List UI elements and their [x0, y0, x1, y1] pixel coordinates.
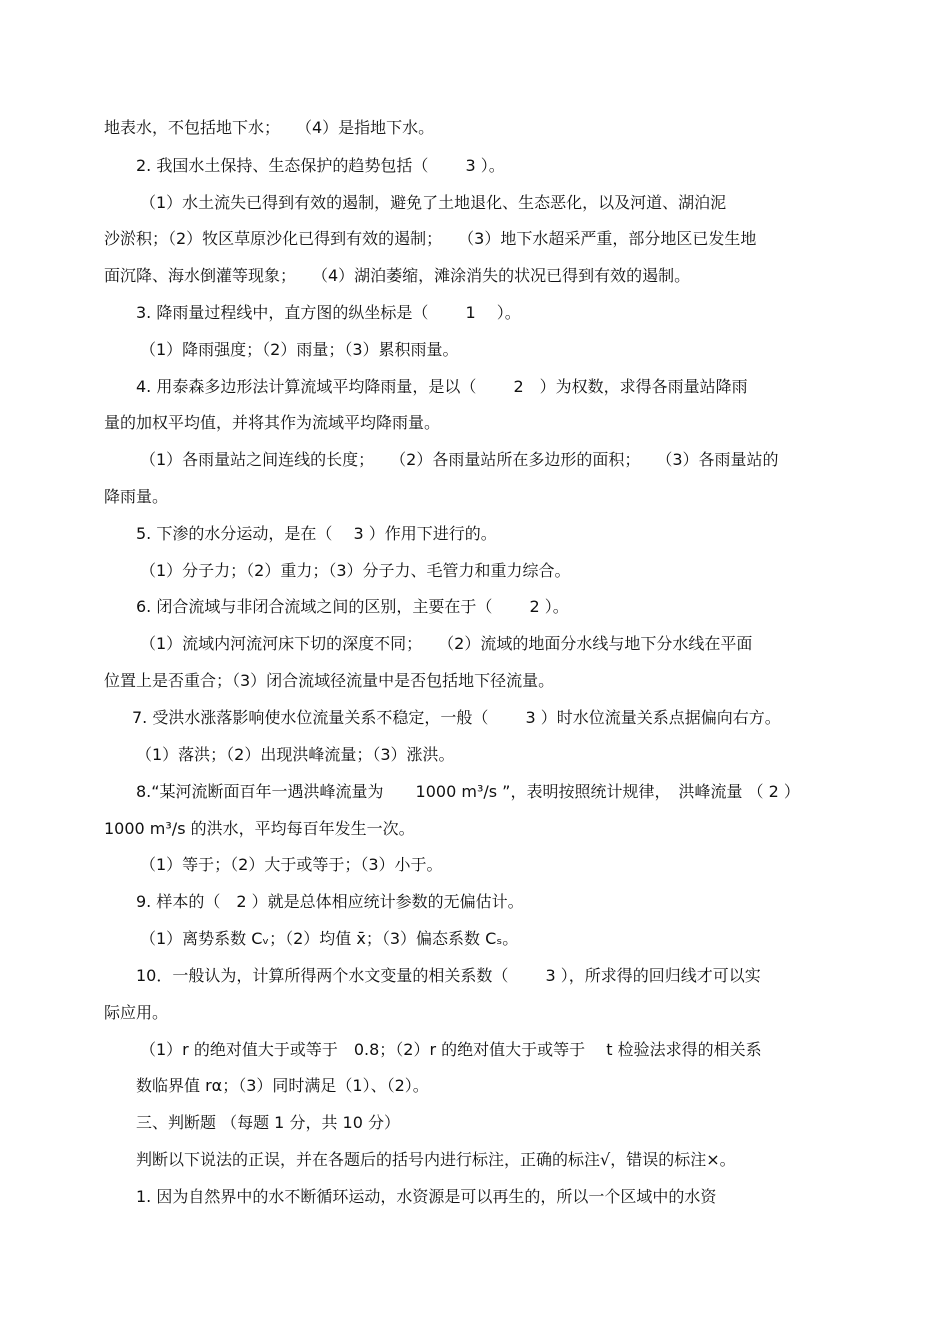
text-line: 面沉降、海水倒灌等现象； （4）湖泊萎缩，滩涂消失的状况已得到有效的遏制。	[104, 266, 691, 285]
text-line: （1）各雨量站之间连线的长度； （2）各雨量站所在多边形的面积； （3）各雨量站的	[140, 450, 779, 469]
text-line: （1）落洪；（2）出现洪峰流量；（3）涨洪。	[136, 745, 455, 764]
text-line: 降雨量。	[104, 487, 169, 506]
text-line: 判断以下说法的正误，并在各题后的括号内进行标注，正确的标注√，错误的标注×。	[136, 1150, 736, 1169]
text-line: 7. 受洪水涨落影响使水位流量关系不稳定，一般（ 3 ）时水位流量关系点据偏向右方。	[132, 708, 781, 727]
text-line: 6. 闭合流域与非闭合流域之间的区别，主要在于（ 2 ）。	[136, 597, 569, 616]
text-line: 数临界值 rα；（3）同时满足（1）、（2）。	[136, 1076, 429, 1095]
text-line: 9. 样本的（ 2 ）就是总体相应统计参数的无偏估计。	[136, 892, 524, 911]
text-line: （1）流域内河流河床下切的深度不同； （2）流域的地面分水线与地下分水线在平面	[140, 634, 753, 653]
text-line: 2. 我国水土保持、生态保护的趋势包括（ 3 ）。	[136, 156, 505, 175]
text-line: 地表水，不包括地下水； （4）是指地下水。	[104, 118, 435, 137]
text-line: （1）r 的绝对值大于或等于 0.8；（2）r 的绝对值大于或等于 t 检验法求得的相关系	[140, 1040, 762, 1059]
text-line: 8.“某河流断面百年一遇洪峰流量为 1000 m³/s ”，表明按照统计规律， 洪峰流量 （ 2 ）	[136, 782, 800, 801]
text-line: 3. 降雨量过程线中，直方图的纵坐标是（ 1 ）。	[136, 303, 521, 322]
text-line: （1）分子力；（2）重力；（3）分子力、毛管力和重力综合。	[140, 561, 571, 580]
text-line: （1）离势系数 Cᵥ；（2）均值 x̄；（3）偏态系数 Cₛ。	[140, 929, 519, 948]
text-line: 量的加权平均值，并将其作为流域平均降雨量。	[104, 413, 441, 432]
text-line: 5. 下渗的水分运动，是在（ 3 ）作用下进行的。	[136, 524, 497, 543]
text-line: 1. 因为自然界中的水不断循环运动，水资源是可以再生的，所以一个区域中的水资	[136, 1187, 717, 1206]
text-line: 4. 用泰森多边形法计算流域平均降雨量，是以（ 2 ）为权数，求得各雨量站降雨	[136, 377, 748, 396]
text-line: （1）降雨强度；（2）雨量；（3）累积雨量。	[140, 340, 459, 359]
text-line: 10．一般认为，计算所得两个水文变量的相关系数（ 3 ），所求得的回归线才可以实	[136, 966, 761, 985]
text-line: 位置上是否重合；（3）闭合流域径流量中是否包括地下径流量。	[104, 671, 555, 690]
text-line: 1000 m³/s 的洪水，平均每百年发生一次。	[104, 819, 415, 838]
text-line: 际应用。	[104, 1003, 169, 1022]
text-line: 沙淤积；（2）牧区草原沙化已得到有效的遏制； （3）地下水超采严重，部分地区已发生地	[104, 229, 757, 248]
text-line: （1）水土流失已得到有效的遏制，避免了土地退化、生态恶化，以及河道、湖泊泥	[140, 193, 727, 212]
text-line: 三、判断题 （每题 1 分，共 10 分）	[136, 1113, 400, 1132]
text-line: （1）等于；（2）大于或等于；（3）小于。	[140, 855, 443, 874]
